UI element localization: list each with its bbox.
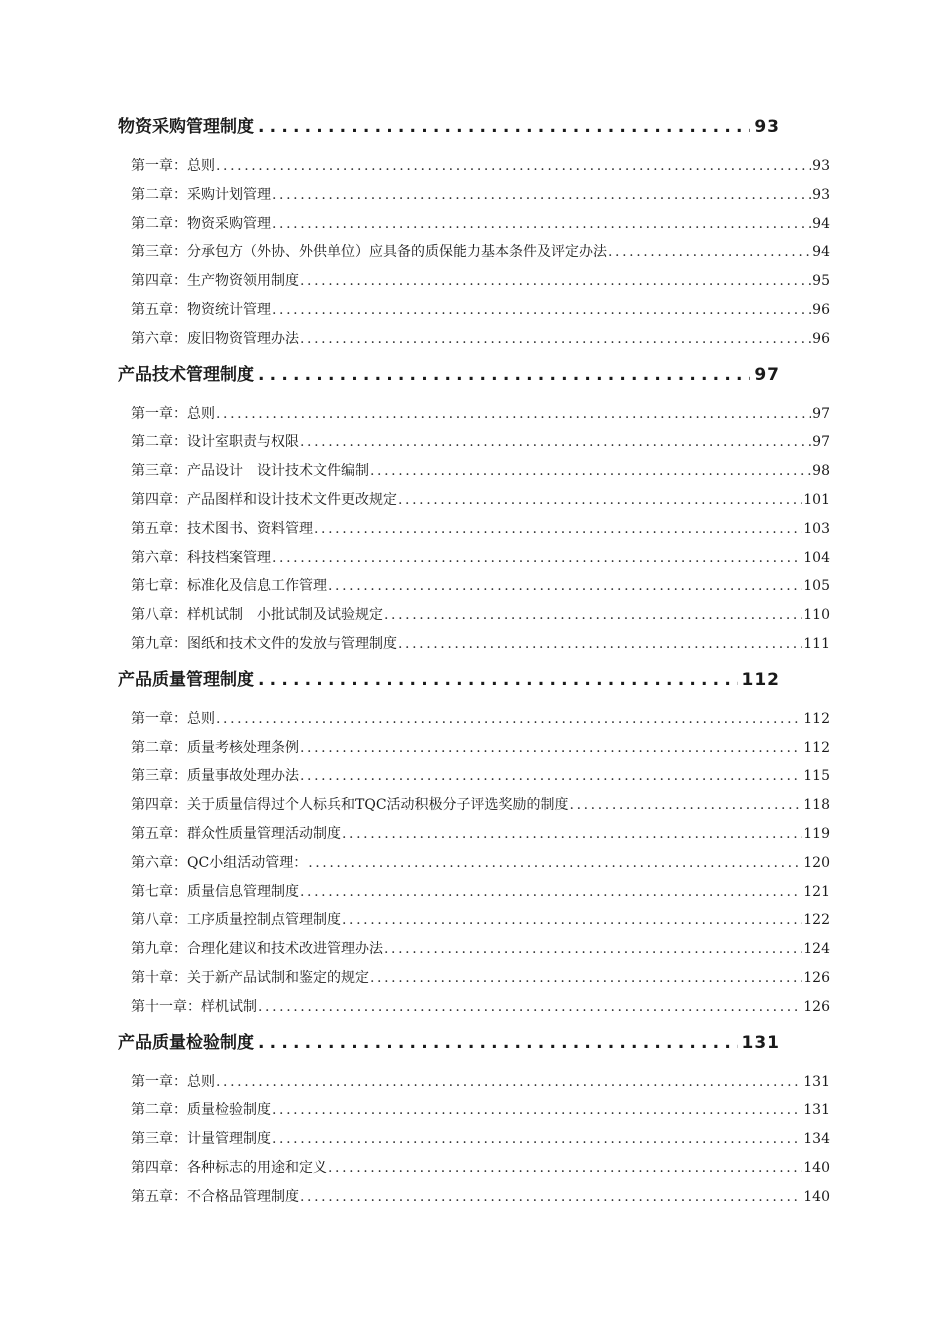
chapter-title: 关于质量信得过个人标兵和TQC活动积极分子评选奖励的制度 xyxy=(187,797,569,814)
chapter-title: 设计室职责与权限 xyxy=(187,434,299,451)
toc-entry[interactable] xyxy=(131,1125,830,1154)
chapter-number: 第九章： xyxy=(131,635,187,652)
toc-entry[interactable] xyxy=(131,878,830,907)
section-heading[interactable] xyxy=(118,1028,780,1058)
dot-leader xyxy=(216,1068,802,1097)
toc-entry[interactable] xyxy=(131,544,830,573)
dot-leader xyxy=(342,820,802,849)
chapter-page-number: 120 xyxy=(803,854,830,871)
toc-entry[interactable] xyxy=(131,267,830,296)
dot-leader xyxy=(300,762,802,791)
chapter-number: 第五章： xyxy=(131,1188,187,1205)
dot-leader xyxy=(216,400,811,429)
toc-section xyxy=(118,665,830,1028)
dot-leader xyxy=(258,993,802,1022)
chapter-title: 样机试制 xyxy=(201,998,257,1015)
chapter-title: 标准化及信息工作管理 xyxy=(187,578,327,595)
chapter-page-number: 97 xyxy=(812,434,830,451)
toc-entry[interactable] xyxy=(131,181,830,210)
dot-leader xyxy=(608,238,811,267)
toc-entry[interactable] xyxy=(131,906,830,935)
chapter-title: 质量考核处理条例 xyxy=(187,739,299,756)
section-title: 物资采购管理制度 xyxy=(118,117,254,137)
toc-entry[interactable] xyxy=(131,515,830,544)
toc-entry[interactable] xyxy=(131,1096,830,1125)
chapter-list xyxy=(118,152,830,354)
chapter-title: 总则 xyxy=(187,1073,215,1090)
chapter-page-number: 126 xyxy=(803,998,830,1015)
toc-entry[interactable] xyxy=(131,238,830,267)
toc-entry[interactable] xyxy=(131,296,830,325)
chapter-page-number: 121 xyxy=(803,883,830,900)
section-page-number: 112 xyxy=(741,669,780,690)
toc-entry[interactable] xyxy=(131,1068,830,1097)
chapter-number: 第二章： xyxy=(131,739,187,756)
section-page-number: 97 xyxy=(754,364,780,385)
toc-entry[interactable] xyxy=(131,428,830,457)
chapter-number: 第九章： xyxy=(131,941,187,958)
chapter-page-number: 93 xyxy=(812,186,830,203)
chapter-list xyxy=(118,1068,830,1212)
chapter-page-number: 131 xyxy=(803,1102,830,1119)
chapter-page-number: 124 xyxy=(803,941,830,958)
chapter-number: 第三章： xyxy=(131,768,187,785)
chapter-number: 第七章： xyxy=(131,578,187,595)
chapter-list xyxy=(118,400,830,659)
chapter-page-number: 140 xyxy=(803,1188,830,1205)
dot-leader xyxy=(300,428,811,457)
toc-entry[interactable] xyxy=(131,705,830,734)
toc-entry[interactable] xyxy=(131,400,830,429)
chapter-page-number: 101 xyxy=(803,491,830,508)
dot-leader xyxy=(384,935,802,964)
chapter-page-number: 131 xyxy=(803,1073,830,1090)
dot-leader xyxy=(216,705,802,734)
chapter-number: 第四章： xyxy=(131,491,187,508)
chapter-title: 关于新产品试制和鉴定的规定 xyxy=(187,969,369,986)
toc-entry[interactable] xyxy=(131,1183,830,1212)
toc-entry[interactable] xyxy=(131,325,830,354)
dot-leader xyxy=(308,849,802,878)
dot-leader xyxy=(398,486,802,515)
chapter-title: 物资采购管理 xyxy=(187,215,271,232)
chapter-number: 第十一章： xyxy=(131,998,201,1015)
toc-entry[interactable] xyxy=(131,1154,830,1183)
table-of-contents xyxy=(118,112,830,1218)
toc-entry[interactable] xyxy=(131,734,830,763)
chapter-title: 总则 xyxy=(187,158,215,174)
chapter-number: 第六章： xyxy=(131,854,187,871)
chapter-number: 第三章： xyxy=(131,244,187,261)
chapter-number: 第一章： xyxy=(131,710,187,727)
chapter-title: 生产物资领用制度 xyxy=(187,273,299,290)
chapter-page-number: 122 xyxy=(803,912,830,929)
dot-leader xyxy=(370,457,811,486)
chapter-title: 工序质量控制点管理制度 xyxy=(187,912,341,929)
chapter-number: 第五章： xyxy=(131,825,187,842)
chapter-page-number: 134 xyxy=(803,1131,830,1148)
chapter-page-number: 140 xyxy=(803,1159,830,1176)
chapter-title: 总则 xyxy=(187,710,215,727)
toc-entry[interactable] xyxy=(131,935,830,964)
chapter-number: 第六章： xyxy=(131,549,187,566)
chapter-title: 质量信息管理制度 xyxy=(187,883,299,900)
dot-leader xyxy=(272,1125,802,1154)
chapter-title: 产品图样和设计技术文件更改规定 xyxy=(187,491,397,508)
dot-leader xyxy=(300,1183,802,1212)
dot-leader xyxy=(314,515,802,544)
chapter-number: 第六章： xyxy=(131,330,187,347)
chapter-number: 第五章： xyxy=(131,520,187,537)
dot-leader xyxy=(342,906,802,935)
chapter-page-number: 104 xyxy=(803,549,830,566)
chapter-page-number: 112 xyxy=(803,710,830,727)
chapter-page-number: 96 xyxy=(812,330,830,347)
chapter-page-number: 112 xyxy=(803,739,830,756)
toc-entry[interactable] xyxy=(131,630,830,659)
chapter-page-number: 98 xyxy=(812,463,830,480)
dot-leader xyxy=(258,1028,738,1058)
chapter-title: 质量事故处理办法 xyxy=(187,768,299,785)
chapter-number: 第四章： xyxy=(131,1159,187,1176)
section-title: 产品技术管理制度 xyxy=(118,364,254,385)
chapter-number: 第二章： xyxy=(131,434,187,451)
chapter-page-number: 119 xyxy=(803,825,830,842)
dot-leader xyxy=(300,267,811,296)
chapter-title: 废旧物资管理办法 xyxy=(187,330,299,347)
dot-leader xyxy=(272,296,811,325)
chapter-title: 计量管理制度 xyxy=(187,1131,271,1148)
chapter-page-number: 105 xyxy=(803,578,830,595)
section-heading[interactable] xyxy=(118,665,780,695)
section-heading[interactable] xyxy=(118,360,780,390)
chapter-page-number: 94 xyxy=(812,215,830,232)
dot-leader xyxy=(300,325,811,354)
toc-entry[interactable] xyxy=(131,791,830,820)
toc-entry[interactable] xyxy=(131,993,830,1022)
chapter-title: 合理化建议和技术改进管理办法 xyxy=(187,941,383,958)
chapter-page-number: 96 xyxy=(812,301,830,318)
chapter-title: 不合格品管理制度 xyxy=(187,1188,299,1205)
toc-entry[interactable] xyxy=(131,601,830,630)
chapter-number: 第五章： xyxy=(131,301,187,318)
chapter-title: 质量检验制度 xyxy=(187,1102,271,1119)
dot-leader xyxy=(272,210,811,239)
chapter-page-number: 118 xyxy=(803,797,830,814)
chapter-number: 第三章： xyxy=(131,463,187,480)
chapter-title: 采购计划管理 xyxy=(187,186,271,203)
chapter-title: 图纸和技术文件的发放与管理制度 xyxy=(187,635,397,652)
chapter-title: 物资统计管理 xyxy=(187,301,271,318)
chapter-number: 第三章： xyxy=(131,1131,187,1148)
chapter-number: 第二章： xyxy=(131,186,187,203)
chapter-page-number: 115 xyxy=(803,768,830,785)
toc-entry[interactable] xyxy=(131,762,830,791)
toc-entry[interactable] xyxy=(131,210,830,239)
toc-entry[interactable] xyxy=(131,152,830,181)
chapter-title: 科技档案管理 xyxy=(187,549,271,566)
toc-entry[interactable] xyxy=(131,820,830,849)
dot-leader xyxy=(272,181,811,210)
dot-leader xyxy=(216,152,811,181)
chapter-page-number: 126 xyxy=(803,969,830,986)
section-title: 产品质量检验制度 xyxy=(118,1032,254,1053)
chapter-number: 第八章： xyxy=(131,912,187,929)
toc-entry[interactable] xyxy=(131,849,830,878)
dot-leader xyxy=(300,734,802,763)
chapter-page-number: 103 xyxy=(803,520,830,537)
dot-leader xyxy=(258,665,738,695)
chapter-title: 技术图书、资料管理 xyxy=(187,520,313,537)
chapter-page-number: 111 xyxy=(803,635,830,652)
chapter-title: 产品设计 设计技术文件编制 xyxy=(187,463,369,480)
chapter-page-number: 95 xyxy=(812,273,830,290)
dot-leader xyxy=(258,360,750,390)
chapter-title: QC小组活动管理： xyxy=(187,854,308,871)
dot-leader xyxy=(328,1154,802,1183)
dot-leader xyxy=(570,791,803,820)
chapter-page-number: 110 xyxy=(803,607,830,624)
toc-entry[interactable] xyxy=(131,486,830,515)
chapter-list xyxy=(118,705,830,1022)
chapter-number: 第一章： xyxy=(131,1073,187,1090)
section-page-number: 131 xyxy=(741,1032,780,1053)
chapter-title: 总则 xyxy=(187,405,215,422)
chapter-number: 第一章： xyxy=(131,158,187,174)
dot-leader xyxy=(398,630,802,659)
dot-leader xyxy=(384,601,802,630)
chapter-title: 各种标志的用途和定义 xyxy=(187,1159,327,1176)
chapter-title: 群众性质量管理活动制度 xyxy=(187,825,341,842)
dot-leader xyxy=(328,572,802,601)
dot-leader xyxy=(300,878,802,907)
chapter-number: 第四章： xyxy=(131,797,187,814)
chapter-number: 第二章： xyxy=(131,1102,187,1119)
chapter-page-number: 93 xyxy=(812,158,830,174)
chapter-title: 样机试制 小批试制及试验规定 xyxy=(187,607,383,624)
chapter-number: 第四章： xyxy=(131,273,187,290)
dot-leader xyxy=(272,1096,802,1125)
dot-leader xyxy=(272,544,802,573)
chapter-number: 第二章： xyxy=(131,215,187,232)
section-spacer xyxy=(118,1212,830,1218)
chapter-page-number: 97 xyxy=(812,405,830,422)
toc-section xyxy=(118,1028,830,1218)
toc-section xyxy=(118,112,830,360)
chapter-page-number: 94 xyxy=(812,244,830,261)
toc-entry[interactable] xyxy=(131,964,830,993)
dot-leader xyxy=(258,112,750,142)
chapter-number: 第一章： xyxy=(131,405,187,422)
section-page-number: 93 xyxy=(754,117,780,137)
chapter-title: 分承包方（外协、外供单位）应具备的质保能力基本条件及评定办法 xyxy=(187,244,607,261)
toc-section xyxy=(118,360,830,665)
section-heading[interactable] xyxy=(118,112,780,142)
toc-entry[interactable] xyxy=(131,572,830,601)
toc-entry[interactable] xyxy=(131,457,830,486)
section-title: 产品质量管理制度 xyxy=(118,669,254,690)
chapter-number: 第七章： xyxy=(131,883,187,900)
dot-leader xyxy=(370,964,802,993)
chapter-number: 第八章： xyxy=(131,607,187,624)
chapter-number: 第十章： xyxy=(131,969,187,986)
